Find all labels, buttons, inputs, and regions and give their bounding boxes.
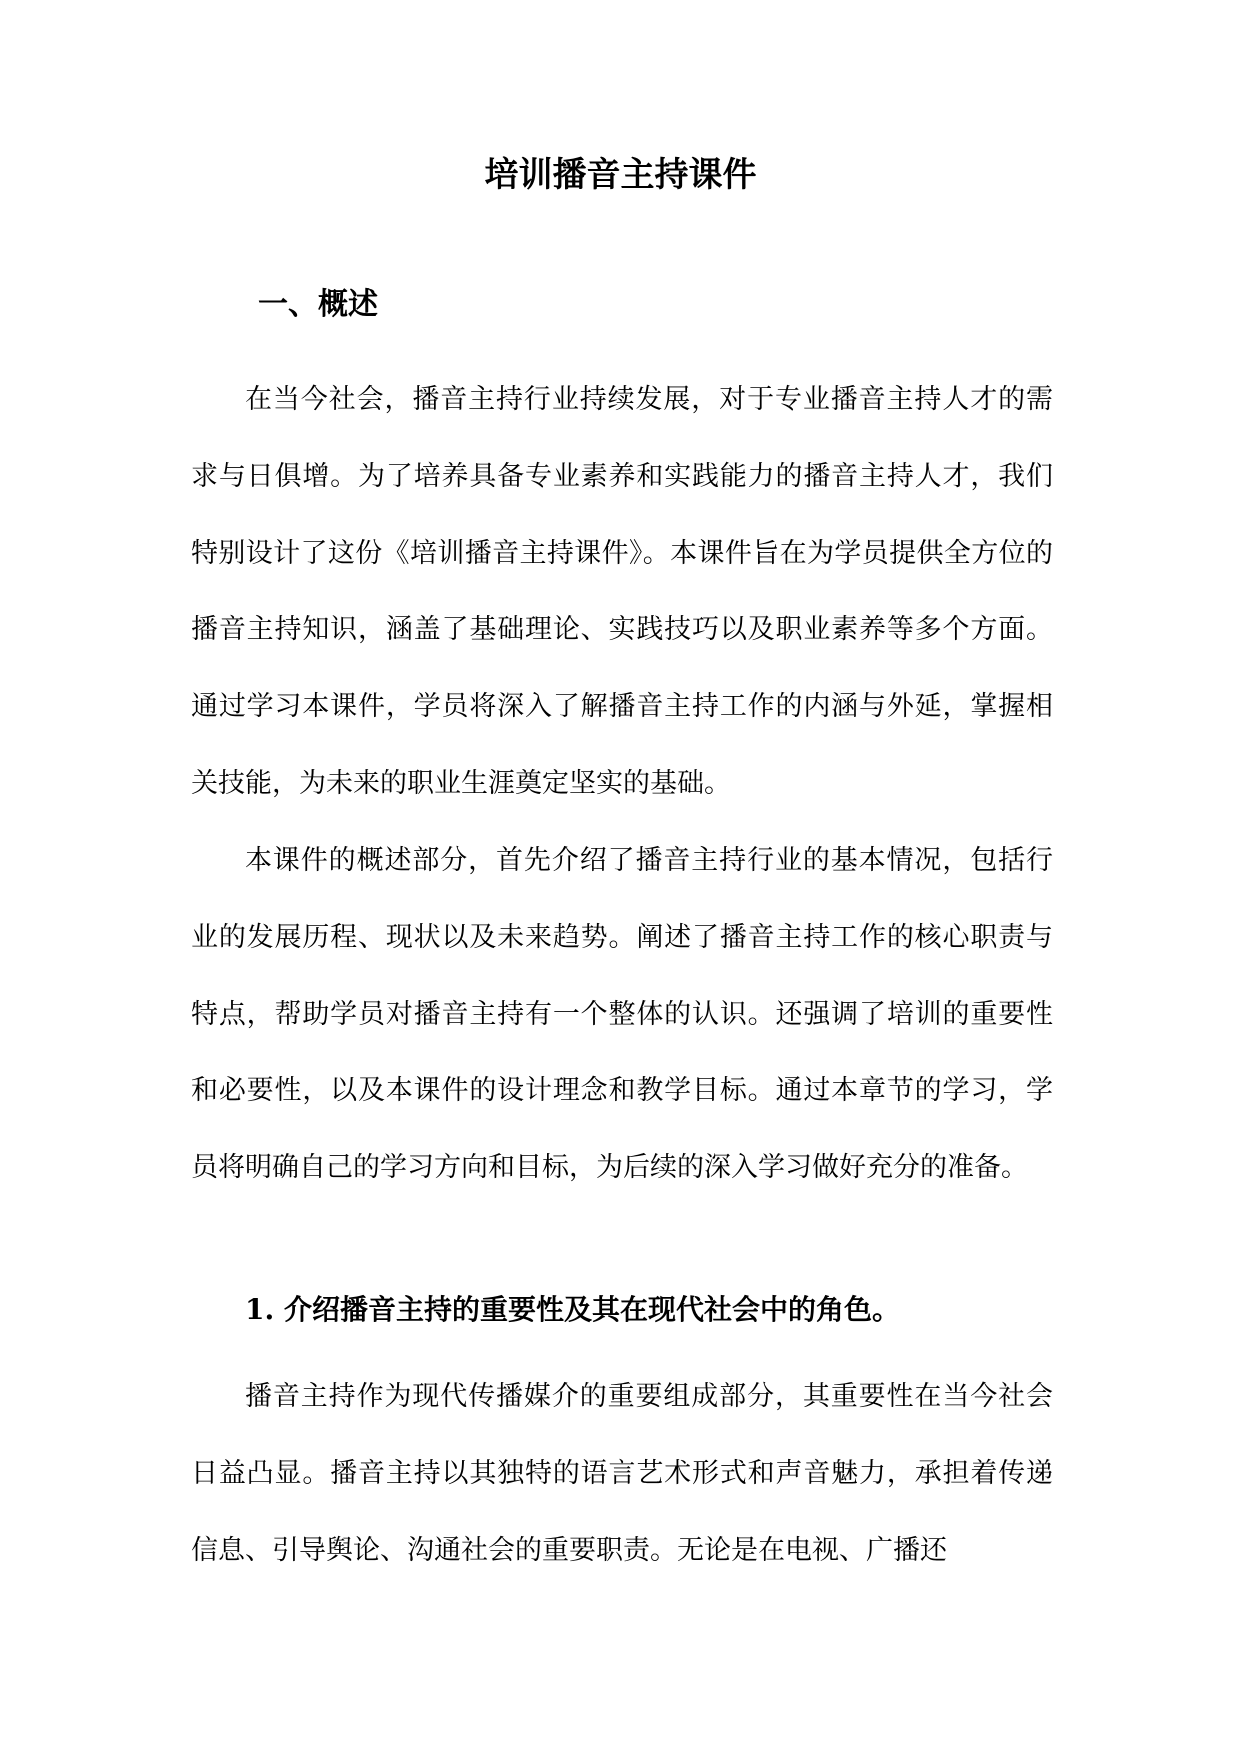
section-heading-overview: 一、概述	[258, 287, 378, 322]
overview-paragraph-2: 本课件的概述部分，首先介绍了播音主持行业的基本情况，包括行业的发展历程、现状以及未来趋势。阐述了播音主持工作的核心职责与特点，帮助学员对播音主持有一个整体的认识。还强调了培训的重要性和必要性，以及本课件的设计理念和教学目标。通过本章节的学习，学员将明确自己的学习方向和目标，为后续的深入学习做好充分的准备。	[191, 845, 1053, 1184]
subsection-heading-importance: 1. 介绍播音主持的重要性及其在现代社会中的角色。	[245, 1293, 900, 1326]
importance-paragraph-1: 播音主持作为现代传播媒介的重要组成部分，其重要性在当今社会日益凸显。播音主持以其独特的语言艺术形式和声音魅力，承担着传递信息、引导舆论、沟通社会的重要职责。无论是在电视、广播还	[191, 1381, 1053, 1566]
document-title: 培训播音主持课件	[484, 155, 757, 195]
overview-paragraph-1: 在当今社会，播音主持行业持续发展，对于专业播音主持人才的需求与日俱增。为了培养具备专业素养和实践能力的播音主持人才，我们特别设计了这份《培训播音主持课件》。本课件旨在为学员提供全方位的播音主持知识，涵盖了基础理论、实践技巧以及职业素养等多个方面。通过学习本课件，学员将深入了解播音主持工作的内涵与外延，掌握相关技能，为未来的职业生涯奠定坚实的基础。	[191, 384, 1053, 799]
